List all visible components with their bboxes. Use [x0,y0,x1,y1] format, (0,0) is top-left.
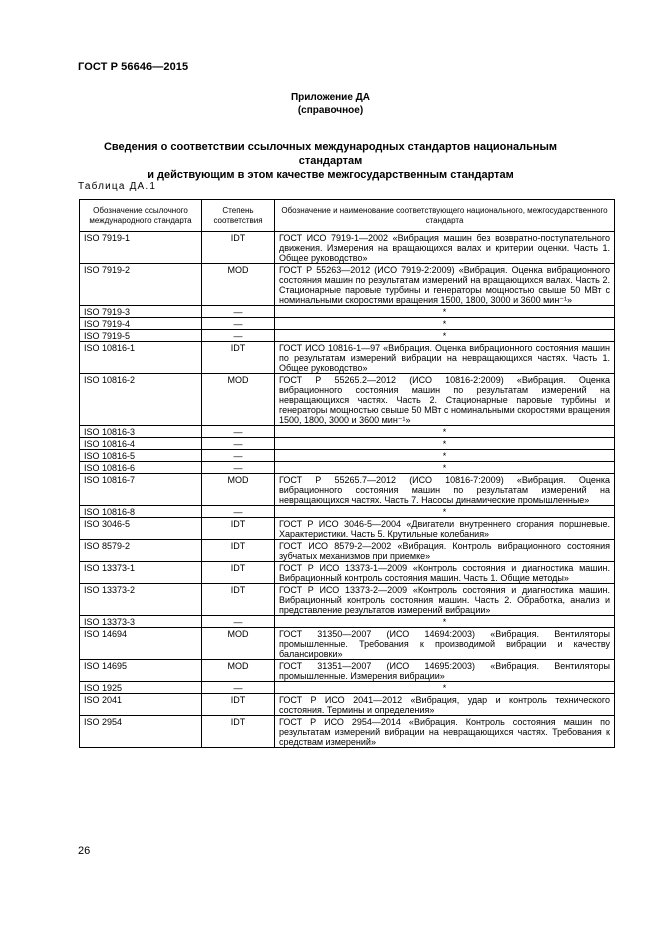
degree-cell: — [202,682,275,694]
degree-cell: IDT [202,232,275,264]
table-header-row [80,200,615,232]
national-standard-cell: * [275,438,615,450]
table-body [80,232,615,748]
table-row [80,518,615,540]
table-row [80,616,615,628]
table-row [80,474,615,506]
header-international-standard: Обозначение ссылочного международного стандарта [80,200,202,232]
table-row [80,660,615,682]
national-standard-cell: ГОСТ Р 55265.2—2012 (ИСО 10816-2:2009) «Вибрация. Оценка вибрационного состояния машин по результатам измерений на невращающихся частях. Часть 2. Стационарные паровые турбины и генераторы мощностью свыше 50 МВт с номинальными скоростями вращения 1500, 1800, 3000 и 3600 мин⁻¹» [275,374,615,426]
national-standard-cell: ГОСТ ИСО 10816-1—97 «Вибрация. Оценка вибрационного состояния машин по результатам измерений вибрации на невращающихся частях. Часть 1. Общее руководство» [275,342,615,374]
degree-cell: — [202,506,275,518]
national-standard-cell: ГОСТ 31351—2007 (ИСО 14695:2003) «Вибрация. Вентиляторы промышленные. Измерения вибрации» [275,660,615,682]
national-standard-cell: ГОСТ ИСО 8579-2—2002 «Вибрация. Контроль вибрационного состояния зубчатых механизмов при приемке» [275,540,615,562]
national-standard-cell: ГОСТ Р 55265.7—2012 (ИСО 10816-7:2009) «Вибрация. Оценка вибрационного состояния машин по результатам измерений на невращающихся частях. Часть 7. Насосы динамические промышленные» [275,474,615,506]
degree-cell: — [202,438,275,450]
table-row [80,462,615,474]
table-row [80,628,615,660]
international-standard-cell: ISO 7919-3 [80,306,202,318]
international-standard-cell: ISO 13373-1 [80,562,202,584]
section-title-line-2: и действующим в этом качестве межгосударственным стандартам [147,169,514,181]
national-standard-cell: * [275,426,615,438]
international-standard-cell: ISO 13373-3 [80,616,202,628]
table-row [80,562,615,584]
international-standard-cell: ISO 7919-2 [80,264,202,306]
degree-cell: — [202,616,275,628]
table-row [80,682,615,694]
table-row [80,694,615,716]
table-row [80,374,615,426]
degree-cell: MOD [202,628,275,660]
table-row [80,330,615,342]
national-standard-cell: * [275,462,615,474]
table-row [80,438,615,450]
national-standard-cell: ГОСТ Р ИСО 13373-1—2009 «Контроль состояния и диагностика машин. Вибрационный контроль состояния машин. Часть 1. Общие методы» [275,562,615,584]
degree-cell: IDT [202,694,275,716]
page-number: 26 [78,845,91,857]
international-standard-cell: ISO 10816-7 [80,474,202,506]
international-standard-cell: ISO 10816-3 [80,426,202,438]
national-standard-cell: * [275,318,615,330]
international-standard-cell: ISO 7919-1 [80,232,202,264]
degree-cell: IDT [202,540,275,562]
table-row [80,506,615,518]
degree-cell: — [202,318,275,330]
degree-cell: IDT [202,518,275,540]
annex-title: Приложение ДА [290,92,371,103]
degree-cell: MOD [202,660,275,682]
header-national-standard: Обозначение и наименование соответствующего национального, межгосударственного стандарта [275,200,615,232]
table-label: Таблица ДА.1 [78,181,157,192]
international-standard-cell: ISO 10816-1 [80,342,202,374]
international-standard-cell: ISO 2041 [80,694,202,716]
section-title-line-1: Сведения о соответствии ссылочных международных стандартов национальным стандартам [103,141,558,167]
degree-cell: — [202,462,275,474]
international-standard-cell: ISO 10816-8 [80,506,202,518]
national-standard-cell: ГОСТ 31350—2007 (ИСО 14694:2003) «Вибрация. Вентиляторы промышленные. Требования к производимой вибрации и качеству балансировки» [275,628,615,660]
degree-cell: IDT [202,342,275,374]
table-row [80,540,615,562]
national-standard-cell: * [275,330,615,342]
international-standard-cell: ISO 3046-5 [80,518,202,540]
national-standard-cell: ГОСТ Р ИСО 13373-2—2009 «Контроль состояния и диагностика машин. Вибрационный контроль состояния машин. Часть 2. Обработка, анализ и представление результатов измерений вибрации» [275,584,615,616]
international-standard-cell: ISO 14695 [80,660,202,682]
international-standard-cell: ISO 14694 [80,628,202,660]
international-standard-cell: ISO 7919-4 [80,318,202,330]
table-row [80,716,615,748]
international-standard-cell: ISO 2954 [80,716,202,748]
degree-cell: MOD [202,264,275,306]
table-row [80,318,615,330]
national-standard-cell: ГОСТ Р ИСО 3046-5—2004 «Двигатели внутреннего сгорания поршневые. Характеристики. Часть 5. Крутильные колебания» [275,518,615,540]
section-title [72,140,589,182]
international-standard-cell: ISO 13373-2 [80,584,202,616]
national-standard-cell: * [275,450,615,462]
international-standard-cell: ISO 10816-4 [80,438,202,450]
international-standard-cell: ISO 8579-2 [80,540,202,562]
international-standard-cell: ISO 10816-6 [80,462,202,474]
degree-cell: IDT [202,584,275,616]
national-standard-cell: ГОСТ ИСО 7919-1—2002 «Вибрация машин без возвратно-поступательного движения. Измерения на вращающихся валах и критерии оценки. Часть 1. Общее руководство» [275,232,615,264]
international-standard-cell: ISO 7919-5 [80,330,202,342]
correspondence-table [79,199,615,748]
international-standard-cell: ISO 1925 [80,682,202,694]
degree-cell: — [202,306,275,318]
annex-subtitle: (справочное) [297,105,364,116]
national-standard-cell: ГОСТ Р ИСО 2954—2014 «Вибрация. Контроль состояния машин по результатам измерений вибрации на невращающихся частях. Требования к средствам измерений» [275,716,615,748]
degree-cell: MOD [202,374,275,426]
header-degree-of-correspondence: Степень соответствия [202,200,275,232]
table-row [80,264,615,306]
annex-heading [0,91,661,117]
degree-cell: — [202,450,275,462]
degree-cell: IDT [202,716,275,748]
table-row [80,426,615,438]
national-standard-cell: * [275,616,615,628]
national-standard-cell: ГОСТ Р ИСО 2041—2012 «Вибрация, удар и контроль технического состояния. Термины и определения» [275,694,615,716]
international-standard-cell: ISO 10816-5 [80,450,202,462]
table-row [80,232,615,264]
table-row [80,450,615,462]
national-standard-cell: * [275,306,615,318]
degree-cell: IDT [202,562,275,584]
table-row [80,584,615,616]
degree-cell: — [202,330,275,342]
degree-cell: — [202,426,275,438]
international-standard-cell: ISO 10816-2 [80,374,202,426]
degree-cell: MOD [202,474,275,506]
national-standard-cell: * [275,506,615,518]
table-row [80,306,615,318]
table-row [80,342,615,374]
document-standard-header: ГОСТ Р 56646—2015 [78,61,189,73]
national-standard-cell: * [275,682,615,694]
national-standard-cell: ГОСТ Р 55263—2012 (ИСО 7919-2:2009) «Вибрация. Оценка вибрационного состояния машин по результатам измерений на вращающихся валах. Часть 2. Стационарные паровые турбины и генераторы мощностью свыше 50 МВт с номинальными скоростями вращения 1500, 1800, 3000 и 3600 мин⁻¹» [275,264,615,306]
